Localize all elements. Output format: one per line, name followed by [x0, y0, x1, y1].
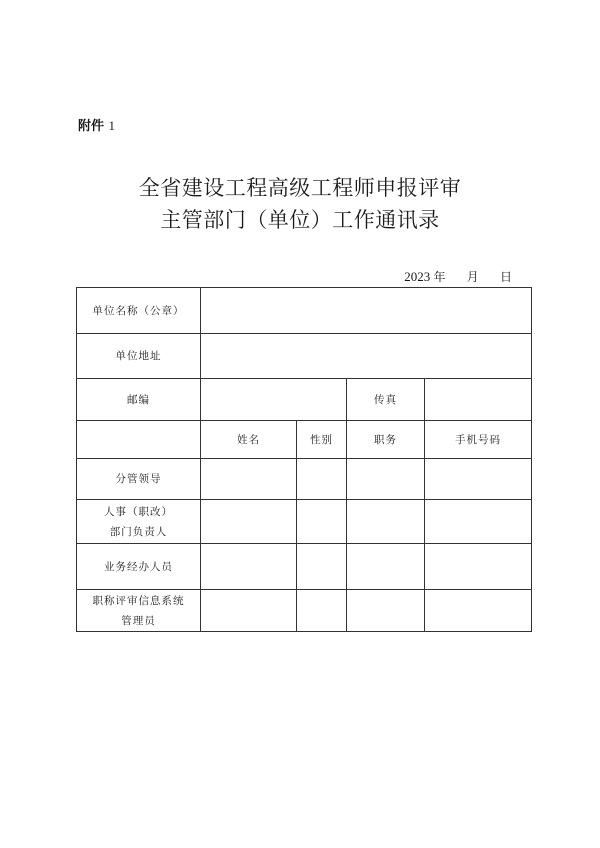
hr-position-field[interactable] — [347, 500, 425, 544]
date-day-unit: 日 — [499, 270, 512, 284]
table-row — [77, 500, 532, 544]
row-label-admin-line2: 管理员 — [121, 614, 156, 627]
header-gender: 性别 — [297, 421, 347, 459]
row-label-hr — [77, 500, 201, 544]
hr-name-field[interactable] — [201, 500, 297, 544]
table-row — [77, 288, 532, 334]
staff-phone-field[interactable] — [425, 544, 532, 590]
header-phone: 手机号码 — [425, 421, 532, 459]
table-row — [77, 334, 532, 379]
admin-name-field[interactable] — [201, 590, 297, 632]
admin-phone-field[interactable] — [425, 590, 532, 632]
attachment-text: 附件 — [78, 119, 105, 134]
table-row — [77, 379, 532, 421]
table-row — [77, 459, 532, 500]
table-row — [77, 590, 532, 632]
staff-gender-field[interactable] — [297, 544, 347, 590]
date-line — [404, 268, 512, 285]
leader-phone-field[interactable] — [425, 459, 532, 500]
leader-position-field[interactable] — [347, 459, 425, 500]
row-label-admin-line1: 职称评审信息系统 — [92, 594, 185, 607]
staff-name-field[interactable] — [201, 544, 297, 590]
unit-name-field[interactable] — [201, 288, 532, 334]
row-label-admin — [77, 590, 201, 632]
unit-name-label: 单位名称（公章） — [77, 288, 201, 334]
document-title-line2: 主管部门（单位）工作通讯录 — [160, 208, 440, 232]
attachment-label — [78, 115, 115, 134]
leader-gender-field[interactable] — [297, 459, 347, 500]
fax-label: 传真 — [347, 379, 425, 421]
row-label-hr-line1: 人事（职改） — [104, 505, 173, 518]
postcode-label: 邮编 — [77, 379, 201, 421]
admin-gender-field[interactable] — [297, 590, 347, 632]
unit-address-label: 单位地址 — [77, 334, 201, 379]
row-label-hr-line2: 部门负责人 — [109, 525, 168, 538]
date-year-unit: 年 — [433, 270, 446, 284]
postcode-field[interactable] — [201, 379, 347, 421]
header-blank — [77, 421, 201, 459]
table-row — [77, 544, 532, 590]
row-label-leader: 分管领导 — [77, 459, 201, 500]
fax-field[interactable] — [425, 379, 532, 421]
admin-position-field[interactable] — [347, 590, 425, 632]
hr-phone-field[interactable] — [425, 500, 532, 544]
row-label-staff: 业务经办人员 — [77, 544, 201, 590]
hr-gender-field[interactable] — [297, 500, 347, 544]
contact-form-table — [76, 287, 532, 632]
leader-name-field[interactable] — [201, 459, 297, 500]
attachment-number: 1 — [108, 118, 116, 133]
header-name: 姓名 — [201, 421, 297, 459]
date-year: 2023 — [404, 269, 431, 284]
unit-address-field[interactable] — [201, 334, 532, 379]
date-month-unit: 月 — [466, 270, 479, 284]
document-title-line1: 全省建设工程高级工程师申报评审 — [138, 176, 462, 200]
staff-position-field[interactable] — [347, 544, 425, 590]
table-header-row — [77, 421, 532, 459]
header-position: 职务 — [347, 421, 425, 459]
